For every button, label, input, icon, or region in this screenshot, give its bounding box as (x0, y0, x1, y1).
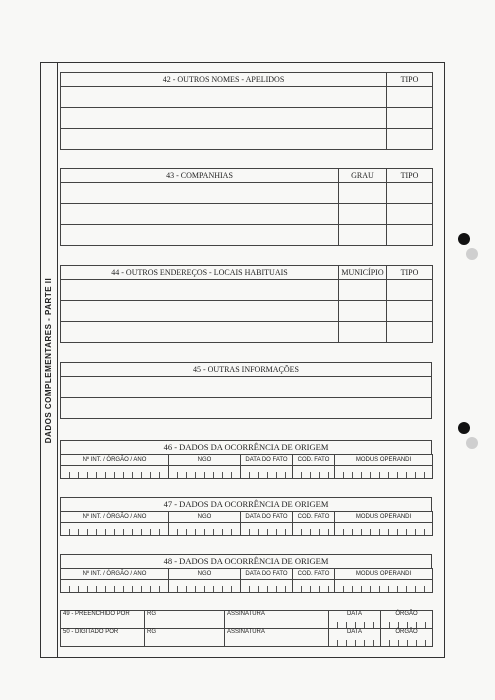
section-45-table (60, 362, 432, 419)
occurrence-48-title: 48 - DADOS DA OCORRÊNCIA DE ORIGEM (60, 554, 432, 568)
section-44-table (60, 265, 433, 343)
grau-field[interactable] (339, 225, 387, 246)
modus-field[interactable] (335, 523, 433, 536)
num-field[interactable] (61, 523, 169, 536)
section-44-title: 44 - OUTROS ENDEREÇOS - LOCAIS HABITUAIS (61, 266, 339, 280)
cod-fato-field[interactable] (293, 580, 335, 593)
ngo-field[interactable] (169, 580, 241, 593)
section-45-title: 45 - OUTRAS INFORMAÇÕES (61, 363, 432, 377)
companion-field[interactable] (61, 183, 339, 204)
tipo-field[interactable] (387, 301, 433, 322)
section-43-title: 43 - COMPANHIAS (61, 169, 339, 183)
data-fato-label: DATA DO FATO (241, 512, 293, 523)
side-label: DADOS COMPLEMENTARES - PARTE II (44, 277, 54, 443)
municipio-field[interactable] (339, 280, 387, 301)
data-fato-field[interactable] (241, 466, 293, 479)
punch-hole-shadow-icon (466, 437, 478, 449)
modus-label: MODUS OPERANDI (335, 455, 433, 466)
ngo-label: NGO (169, 512, 241, 523)
section-43-grau-header: GRAU (339, 169, 387, 183)
data-label: DATA (329, 629, 381, 647)
occurrence-47 (60, 497, 432, 536)
tipo-field[interactable] (387, 129, 433, 150)
companion-field[interactable] (61, 225, 339, 246)
companion-field[interactable] (61, 204, 339, 225)
ngo-field[interactable] (169, 523, 241, 536)
cod-fato-field[interactable] (293, 466, 335, 479)
name-field[interactable] (61, 129, 387, 150)
preenchido-label: 49 - PREENCHIDO POR (61, 611, 145, 629)
data-fato-label: DATA DO FATO (241, 455, 293, 466)
modus-label: MODUS OPERANDI (335, 569, 433, 580)
municipio-field[interactable] (339, 301, 387, 322)
modus-field[interactable] (335, 580, 433, 593)
name-field[interactable] (61, 87, 387, 108)
info-field[interactable] (61, 398, 432, 419)
tipo-field[interactable] (387, 87, 433, 108)
ngo-field[interactable] (169, 466, 241, 479)
cod-fato-label: COD. FATO (293, 455, 335, 466)
address-field[interactable] (61, 322, 339, 343)
footer-table (60, 610, 433, 647)
tipo-field[interactable] (387, 204, 433, 225)
punch-hole-shadow-icon (466, 248, 478, 260)
section-44-municipio-header: MUNICÍPIO (339, 266, 387, 280)
occurrence-47-title: 47 - DADOS DA OCORRÊNCIA DE ORIGEM (60, 497, 432, 511)
tipo-field[interactable] (387, 108, 433, 129)
num-label: Nº INT. / ÓRGÃO / ANO (61, 569, 169, 580)
tipo-field[interactable] (387, 280, 433, 301)
occurrence-46 (60, 440, 432, 479)
sidebar (40, 62, 58, 658)
section-43-tipo-header: TIPO (387, 169, 433, 183)
tipo-field[interactable] (387, 225, 433, 246)
section-42-table (60, 72, 433, 150)
section-44-tipo-header: TIPO (387, 266, 433, 280)
data-fato-field[interactable] (241, 580, 293, 593)
num-label: Nº INT. / ÓRGÃO / ANO (61, 512, 169, 523)
address-field[interactable] (61, 280, 339, 301)
assinatura-label: ASSINATURA (225, 629, 329, 647)
rg-label: RG (145, 629, 225, 647)
assinatura-label: ASSINATURA (225, 611, 329, 629)
section-43-table (60, 168, 433, 246)
modus-label: MODUS OPERANDI (335, 512, 433, 523)
name-field[interactable] (61, 108, 387, 129)
orgao-label: ÓRGÃO (381, 629, 433, 647)
section-42-title: 42 - OUTROS NOMES - APELIDOS (61, 73, 387, 87)
num-field[interactable] (61, 580, 169, 593)
tipo-field[interactable] (387, 322, 433, 343)
cod-fato-label: COD. FATO (293, 512, 335, 523)
info-field[interactable] (61, 377, 432, 398)
ngo-label: NGO (169, 569, 241, 580)
cod-fato-field[interactable] (293, 523, 335, 536)
grau-field[interactable] (339, 183, 387, 204)
address-field[interactable] (61, 301, 339, 322)
ngo-label: NGO (169, 455, 241, 466)
cod-fato-label: COD. FATO (293, 569, 335, 580)
section-42-tipo-header: TIPO (387, 73, 433, 87)
punch-hole-icon (458, 422, 470, 434)
occurrence-46-title: 46 - DADOS DA OCORRÊNCIA DE ORIGEM (60, 440, 432, 454)
punch-hole-icon (458, 233, 470, 245)
data-fato-label: DATA DO FATO (241, 569, 293, 580)
num-label: Nº INT. / ÓRGÃO / ANO (61, 455, 169, 466)
data-fato-field[interactable] (241, 523, 293, 536)
num-field[interactable] (61, 466, 169, 479)
tipo-field[interactable] (387, 183, 433, 204)
rg-label: RG (145, 611, 225, 629)
grau-field[interactable] (339, 204, 387, 225)
digitado-label: 50 - DIGITADO POR (61, 629, 145, 647)
municipio-field[interactable] (339, 322, 387, 343)
modus-field[interactable] (335, 466, 433, 479)
data-label: DATA (329, 611, 381, 629)
occurrence-48 (60, 554, 432, 593)
orgao-label: ÓRGÃO (381, 611, 433, 629)
